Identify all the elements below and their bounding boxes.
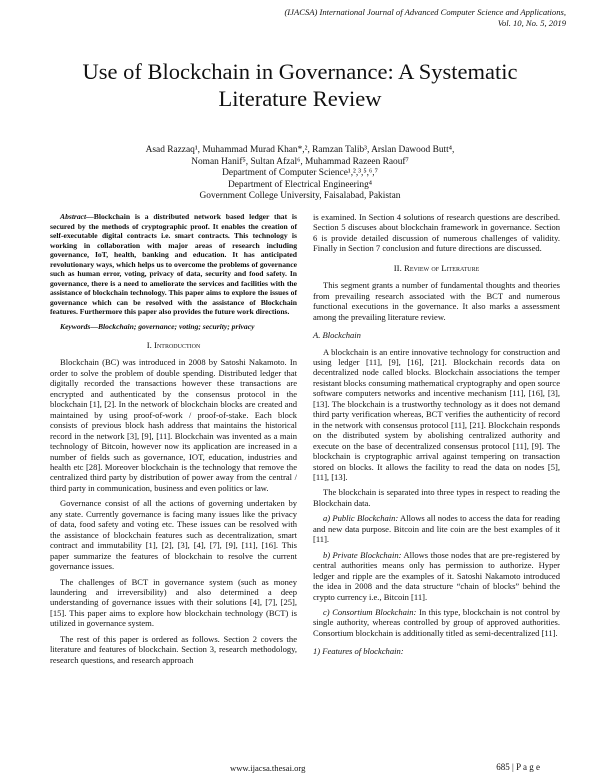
intro-paragraph-2: Governance consist of all the actions of governing undertaken by any state. Currently governance is facing many issues like the privacy of data, food safety and voting etc. These issues can be resolved with the assistance of blockchain features such as decentralization, smart contract and immutability [1], [2], [3], [4], [7], [9], [11], [16]. This paper summarize the features of blockchain to resolve the current governance issues. (50, 498, 297, 572)
section-heading-introduction: I. Introduction (146, 340, 201, 350)
subsubsection-heading-features: 1) Features of blockchain: (313, 646, 404, 657)
abstract (50, 212, 297, 317)
paper-title (40, 58, 560, 112)
footer-page-number: 685 | P a g e (496, 762, 540, 772)
journal-header (146, 7, 566, 29)
consortium-blockchain-paragraph (313, 607, 560, 638)
private-blockchain-paragraph (313, 550, 560, 602)
literature-review-paragraph: This segment grants a number of fundamental thoughts and theories from prevailing research associated with the BCT and numerous functional executions in the governance. It also marks a assessment among the prevailing literature review. (313, 280, 560, 322)
affiliation-university: Government College University, Faisalabad, Pakistan (199, 191, 401, 201)
intro-paragraph-3: The challenges of BCT in governance system (such as money laundering and irreversibility) and also determined a deep understanding of governance issues with their solutions [4], [7], [25], [15]. This paper aims to explore how blockchain technology (BCT) is utilized in governance system. (50, 576, 297, 629)
intro-paragraph-4-continued: is examined. In Section 4 solutions of research questions are described. Section 5 discuses about blockchain framework in governance. Section 6 is provide detailed discussion of numerous challenges of validity. Finally in Section 7 conclusion and future directions are discussed. (313, 212, 560, 254)
consortium-blockchain-text: In this type, blockchain is not control by single authority, whereas controlled by group of approved authorities. Consortium blockchain is additionally titled as semi-decentralized [11]. (313, 606, 561, 638)
affiliation-cs: Department of Computer Science¹,²,³,⁵,⁶,⁷ (222, 168, 378, 178)
journal-volume: Vol. 10, No. 5, 2019 (497, 18, 566, 28)
title-line-1: Use of Blockchain in Governance: A Systematic (82, 59, 518, 84)
public-blockchain-text: Allows all nodes to access the data for reading and new data purpose. Bitcoin and lite coin are the best examples of it [11]. (313, 513, 561, 545)
footer-journal-url: www.ijacsa.thesai.org (230, 763, 306, 773)
intro-paragraph-1: Blockchain (BC) was introduced in 2008 by Satoshi Nakamoto. In order to solve the problem of double spending. Distributed ledger that digitally recorded the transactions however these transactions are encrypted and authenticated by the consensus protocol in the blockchain [1], [2]. In the network of blockchain blocks are created and maintained by using proof-of-work / proof-of-stake. Each block consists of previous block hash address that maintains the historical record in the network [3], [9], [11]. Blockchain was invented as a main technology of Bitcoin, however now its application are increased in a number of fields such as governance, IOT, education, industries and health etc [28]. Moreover blockchain is the technology that remove the centralized third party by distribution of power away from the central / third party in communication, business and even politics or law. (50, 357, 297, 493)
title-line-2: Literature Review (218, 86, 382, 111)
public-blockchain-label: a) Public Blockchain: (323, 513, 399, 524)
keywords-label: Keywords— (60, 321, 98, 331)
consortium-blockchain-label: c) Consortium Blockchain: (323, 606, 417, 617)
journal-name: (IJACSA) International Journal of Advanced Computer Science and Applications, (284, 7, 566, 17)
intro-paragraph-4: The rest of this paper is ordered as follows. Section 2 covers the literature and features of blockchain. Section 3, research methodology, research questions, and research approach (50, 633, 297, 665)
subsection-heading-blockchain: A. Blockchain (313, 330, 361, 341)
left-column (50, 212, 297, 670)
abstract-label: Abstract— (60, 212, 94, 221)
blockchain-paragraph-1: A blockchain is an entire innovative technology for construction and using ledger [11], [9], [16], [21]. Blockchain records data on decentralized node called blocks. Blockchain associations the temper resistant blocks consuming mathematical cryptography and open source software computers networks and incentive mechanism [11], [16], [3], [13]. The blockchain is a trustworthy technology as it does not demand third party verification whereas, BCT verifies the authenticity of record in the network with consensus protocol [11], [21]. Blockchain responds on the distributed system by abolishing centralized authority and execute on the base of decentralized consensus protocol [11], [9]. The blockchain is cryptographic arrival against tempering on transaction stored on blocks. It allows the facility to read the data on nodes [5], [11], [13]. (313, 346, 560, 482)
abstract-text: Blockchain is a distributed network based ledger that is secured by the methods of cryptographic proof. It enables the creation of self-executable digital contracts i.e. smart contracts. This technology is working in collaboration with major areas of research including governance, IoT, health, banking and education. It has anticipated revolutionary ways, which helps us to overcome the problems of governance such as human error, voting, privacy of data, security and food safety. In governance, there is a need to ameliorate the services and facilities with the assistance of blockchain technology. This paper aims to explore the issues of governance which can be resolved with the assistance of Blockchain features. Furthermore this paper also provides the future work directions. (50, 212, 297, 316)
author-names-1: Asad Razzaq¹, Muhammad Murad Khan*,², Ramzan Talib³, Arslan Dawood Butt⁴, (145, 145, 455, 155)
blockchain-paragraph-2: The blockchain is separated into three types in respect to reading the Blockchain data. (313, 487, 560, 508)
keywords (50, 322, 297, 332)
public-blockchain-paragraph (313, 513, 560, 544)
section-heading-literature-review: II. Review of Literature (393, 262, 480, 273)
author-names-2: Noman Hanif⁵, Sultan Afzal⁶, Muhammad Razeen Raouf⁷ (191, 156, 409, 167)
author-block (40, 145, 560, 203)
affiliation-ee: Department of Electrical Engineering⁴ (227, 179, 373, 190)
right-column (313, 212, 560, 663)
private-blockchain-label: b) Private Blockchain: (323, 549, 402, 560)
private-blockchain-text: Allows those nodes that are pre-registered by central authorities means only has permission to authorize. Hyper ledger and ripple are the examples of it. Satoshi Nakamoto introduced the idea in 2008 and the data structure “chain of blocks” behind the crypto currency i.e., Bitcoin [11]. (313, 549, 561, 602)
keywords-text: Blockchain; governance; voting; security; privacy (97, 321, 255, 331)
